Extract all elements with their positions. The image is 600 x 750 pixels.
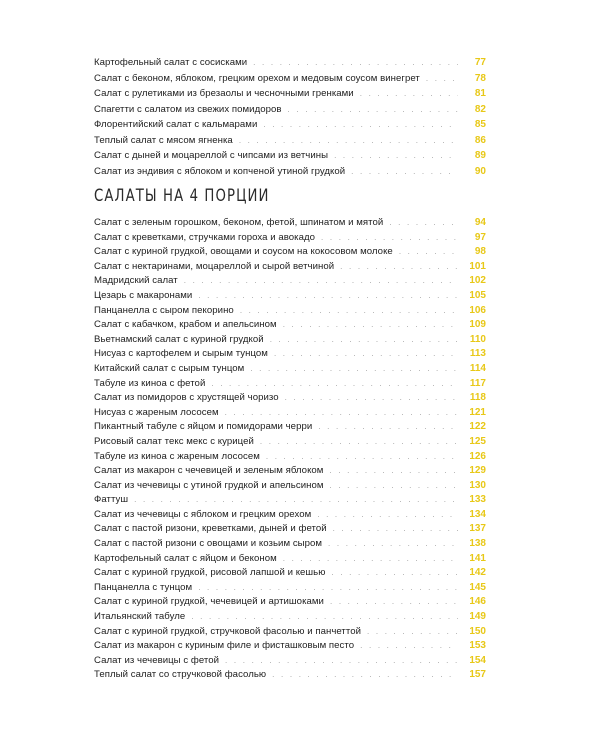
dot-leader (283, 318, 458, 333)
toc-entry-page: 125 (469, 435, 486, 447)
dot-leader (285, 391, 458, 406)
toc-list-section (94, 216, 486, 683)
toc-entry-title: Салат из чечевицы с фетой (94, 654, 220, 666)
toc-entry-page: 126 (469, 450, 486, 462)
toc-entry-title: Салат из макарон с чечевицей и зеленым яблоком (94, 465, 324, 477)
toc-entry-title: Теплый салат с мясом ягненка (94, 134, 233, 146)
toc-entry-title: Рисовый салат текс мекс с курицей (94, 435, 254, 447)
toc-entry[interactable] (94, 420, 486, 435)
toc-entry[interactable] (94, 464, 486, 479)
dot-leader (360, 86, 458, 102)
toc-entry-page: 94 (474, 217, 486, 228)
dot-leader (288, 102, 458, 118)
toc-entry-title: Салат из эндивия с яблоком и копченой утиной грудкой (94, 165, 346, 177)
toc-entry[interactable] (94, 55, 486, 71)
toc-entry[interactable] (94, 625, 486, 640)
toc-entry-page: 109 (469, 319, 486, 331)
toc-entry-title: Салат с пастой ризони с овощами и козьим сыром (94, 538, 323, 550)
toc-entry-title: Салат с куриной грудкой, овощами и соусом на кокосовом молоке (94, 246, 393, 258)
toc-entry-title: Салат с кабачком, крабом и апельсином (94, 319, 277, 331)
dot-leader (225, 406, 458, 421)
toc-entry-page: 105 (469, 289, 486, 301)
section-heading: САЛАТЫ НА 4 ПОРЦИИ (94, 186, 270, 206)
toc-entry[interactable] (94, 668, 486, 683)
toc-entry-page: 85 (474, 119, 486, 130)
toc-entry-page: 81 (474, 88, 486, 99)
toc-entry-title: Нисуаз с картофелем и сырым тунцом (94, 348, 268, 360)
toc-entry-page: 114 (469, 362, 486, 374)
dot-leader (134, 493, 458, 508)
toc-entry[interactable] (94, 493, 486, 508)
toc-entry[interactable] (94, 537, 486, 552)
toc-entry-page: 118 (469, 392, 486, 404)
toc-entry-title: Вьетнамский салат с куриной грудкой (94, 333, 264, 345)
toc-entry-page: 117 (469, 377, 486, 389)
toc-entry-title: Салат с зеленым горошком, беконом, фетой, шпинатом и мятой (94, 217, 384, 228)
toc-entry-page: 110 (469, 333, 486, 345)
toc-entry-page: 137 (469, 523, 486, 535)
toc-entry[interactable] (94, 133, 486, 149)
toc-entry[interactable] (94, 654, 486, 669)
dot-leader (184, 274, 458, 289)
dot-leader (330, 595, 458, 610)
toc-entry-title: Мадридский салат (94, 275, 178, 287)
dot-leader (240, 304, 458, 319)
dot-leader (253, 55, 458, 71)
toc-entry[interactable] (94, 377, 486, 392)
toc-entry[interactable] (94, 231, 486, 246)
toc-entry-page: 153 (469, 640, 486, 652)
dot-leader (317, 508, 458, 523)
toc-entry-title: Панцанелла с тунцом (94, 581, 193, 593)
toc-entry-title: Картофельный салат с сосисками (94, 57, 248, 68)
toc-entry-title: Салат с беконом, яблоком, грецким орехом и медовым соусом винегрет (94, 72, 420, 84)
dot-leader (272, 668, 458, 683)
dot-leader (351, 164, 458, 180)
toc-entry[interactable] (94, 148, 486, 164)
toc-entry-title: Салат из помидоров с хрустящей чоризо (94, 392, 279, 404)
toc-entry-page: 122 (469, 421, 486, 433)
toc-entry-page: 101 (469, 260, 486, 272)
toc-entry-page: 89 (474, 150, 486, 161)
toc-entry-title: Салат с куриной грудкой, чечевицей и артишоками (94, 596, 324, 608)
dot-leader (399, 245, 458, 260)
toc-entry-page: 106 (469, 304, 486, 316)
toc-entry-page: 82 (474, 103, 486, 115)
toc-entry[interactable] (94, 216, 486, 231)
toc-entry-title: Фаттуш (94, 494, 129, 506)
toc-entry-page: 77 (474, 57, 486, 68)
toc-entry[interactable] (94, 86, 486, 102)
toc-entry-title: Табуле из киноа с жареным лососем (94, 450, 260, 462)
toc-entry[interactable] (94, 289, 486, 304)
dot-leader (225, 654, 458, 669)
dot-leader (426, 71, 458, 87)
dot-leader (198, 289, 458, 304)
toc-entry[interactable] (94, 581, 486, 596)
dot-leader (331, 566, 458, 581)
toc-entry[interactable] (94, 274, 486, 289)
toc-entry[interactable] (94, 639, 486, 654)
toc-entry-title: Флорентийский салат с кальмарами (94, 119, 258, 130)
toc-entry[interactable] (94, 479, 486, 494)
toc-entry-title: Салат с нектаринами, моцареллой и сырой ветчиной (94, 260, 335, 272)
dot-leader (211, 377, 458, 392)
toc-entry[interactable] (94, 610, 486, 625)
toc-entry-page: 145 (469, 581, 486, 593)
dot-leader (260, 435, 458, 450)
dot-leader (328, 537, 458, 552)
toc-entry-title: Салат из чечевицы с яблоком и грецким орехом (94, 508, 312, 520)
dot-leader (367, 625, 458, 640)
toc-entry-page: 98 (474, 246, 486, 258)
toc-entry-title: Нисуаз с жареным лососем (94, 406, 219, 418)
toc-entry[interactable] (94, 450, 486, 465)
toc-entry-page: 134 (469, 508, 486, 520)
toc-entry-title: Картофельный салат с яйцом и беконом (94, 552, 277, 564)
toc-entry[interactable] (94, 552, 486, 567)
dot-leader (318, 420, 458, 435)
toc-entry-title: Табуле из киноа с фетой (94, 377, 206, 389)
toc-entry-page: 154 (469, 654, 486, 666)
toc-entry-page: 157 (469, 669, 486, 681)
dot-leader (274, 347, 458, 362)
toc-entry-title: Панцанелла с сыром пекорино (94, 304, 234, 316)
toc-entry[interactable] (94, 333, 486, 348)
toc-entry[interactable] (94, 522, 486, 537)
toc-entry[interactable] (94, 260, 486, 275)
dot-leader (321, 231, 458, 246)
dot-leader (283, 552, 458, 567)
toc-entry[interactable] (94, 435, 486, 450)
toc-entry[interactable] (94, 362, 486, 377)
toc-entry-page: 129 (469, 465, 486, 477)
toc-entry-page: 133 (469, 494, 486, 506)
toc-entry-title: Теплый салат со стручковой фасолью (94, 669, 267, 681)
toc-entry-title: Салат с куриной грудкой, рисовой лапшой и кешью (94, 567, 326, 579)
toc-entry-title: Спагетти с салатом из свежих помидоров (94, 103, 282, 115)
dot-leader (340, 260, 458, 275)
toc-entry-page: 97 (474, 231, 486, 243)
toc-entry[interactable] (94, 71, 486, 87)
toc-entry-title: Салат с пастой ризони, креветками, дыней и фетой (94, 523, 327, 535)
toc-entry-title: Салат с креветками, стручками гороха и авокадо (94, 231, 316, 243)
toc-entry-page: 78 (474, 72, 486, 84)
dot-leader (329, 464, 458, 479)
dot-leader (334, 148, 458, 164)
toc-entry[interactable] (94, 117, 486, 133)
toc-entry-page: 86 (474, 134, 486, 146)
toc-entry[interactable] (94, 102, 486, 118)
toc-entry-title: Салат с куриной грудкой, стручковой фасолью и панчеттой (94, 625, 362, 637)
toc-entry-title: Китайский салат с сырым тунцом (94, 362, 245, 374)
toc-entry-page: 150 (469, 625, 486, 637)
dot-leader (389, 216, 458, 231)
toc-entry-page: 90 (474, 165, 486, 177)
toc-entry-page: 138 (469, 538, 486, 550)
toc-entry-title: Салат из чечевицы с утиной грудкой и апельсином (94, 479, 324, 491)
dot-leader (360, 639, 458, 654)
dot-leader (270, 333, 458, 348)
toc-entry-title: Салат из макарон с куриным филе и фисташковым песто (94, 640, 355, 652)
toc-entry-title: Салат с рулетиками из брезаолы и чесночными гренками (94, 88, 354, 99)
toc-entry-title: Итальянский табуле (94, 611, 186, 623)
toc-entry[interactable] (94, 318, 486, 333)
dot-leader (266, 450, 458, 465)
toc-entry[interactable] (94, 304, 486, 319)
toc-entry-page: 141 (469, 552, 486, 564)
toc-entry[interactable] (94, 391, 486, 406)
toc-entry[interactable] (94, 566, 486, 581)
toc-entry-title: Салат с дыней и моцареллой с чипсами из ветчины (94, 150, 329, 161)
toc-entry[interactable] (94, 347, 486, 362)
toc-entry-page: 102 (469, 275, 486, 287)
dot-leader (263, 117, 458, 133)
toc-entry[interactable] (94, 164, 486, 180)
dot-leader (333, 522, 458, 537)
toc-entry[interactable] (94, 508, 486, 523)
dot-leader (239, 133, 458, 149)
toc-entry-page: 149 (469, 611, 486, 623)
toc-entry-title: Цезарь с макаронами (94, 289, 193, 301)
toc-entry[interactable] (94, 245, 486, 260)
toc-entry[interactable] (94, 406, 486, 421)
dot-leader (191, 610, 458, 625)
toc-entry-page: 142 (469, 567, 486, 579)
dot-leader (329, 479, 458, 494)
toc-list-top (94, 55, 486, 179)
toc-entry-page: 121 (469, 406, 486, 418)
toc-entry[interactable] (94, 595, 486, 610)
dot-leader (198, 581, 458, 596)
toc-entry-page: 130 (469, 479, 486, 491)
toc-entry-title: Пикантный табуле с яйцом и помидорами черри (94, 421, 313, 433)
toc-entry-page: 146 (469, 596, 486, 608)
toc-entry-page: 113 (469, 348, 486, 360)
dot-leader (250, 362, 458, 377)
